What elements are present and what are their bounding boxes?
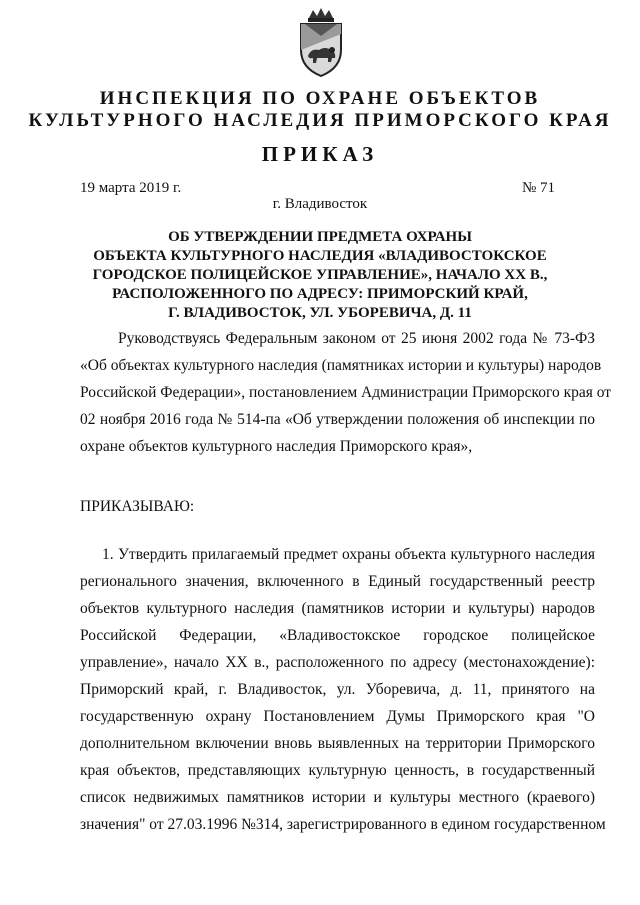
paragraph-line: Приморский край, г. Владивосток, ул. Уборевича, д. 11, принятого на <box>80 681 595 698</box>
item-1-paragraph <box>80 541 606 838</box>
subject-line: ГОРОДСКОЕ ПОЛИЦЕЙСКОЕ УПРАВЛЕНИЕ», НАЧАЛО XX В., <box>92 267 548 283</box>
document-city: г. Владивосток <box>272 196 368 212</box>
coat-of-arms-emblem <box>295 6 347 78</box>
paragraph-line: 1. Утвердить прилагаемый предмет охраны объекта культурного наследия <box>102 546 595 563</box>
paragraph-line: список недвижимых памятников истории и культуры местного (краевого) <box>80 789 595 806</box>
organization-name-line1: ИНСПЕКЦИЯ ПО ОХРАНЕ ОБЪЕКТОВ <box>99 88 541 109</box>
paragraph-line: 02 ноября 2016 года № 514-па «Об утверждении положения об инспекции по <box>80 411 595 428</box>
document-number: № 71 <box>521 180 555 196</box>
organization-name-line2: КУЛЬТУРНОГО НАСЛЕДИЯ ПРИМОРСКОГО КРАЯ <box>28 110 612 131</box>
paragraph-line: управление», начало XX в., расположенного по адресу (местонахождение): <box>80 654 595 671</box>
paragraph-line: Руководствуясь Федеральным законом от 25 июня 2002 года № 73-ФЗ <box>118 330 595 347</box>
subject-line: ОБЪЕКТА КУЛЬТУРНОГО НАСЛЕДИЯ «ВЛАДИВОСТОКСКОЕ <box>93 248 547 264</box>
document-date: 19 марта 2019 г. <box>80 180 182 196</box>
subject-line: ОБ УТВЕРЖДЕНИИ ПРЕДМЕТА ОХРАНЫ <box>168 229 472 245</box>
paragraph-line: Российской Федерации», постановлением Администрации Приморского края от <box>80 384 612 401</box>
preamble-paragraph <box>80 325 612 460</box>
paragraph-line: «Об объектах культурного наследия (памятниках истории и культуры) народов <box>80 357 602 374</box>
paragraph-line: значения" от 27.03.1996 №314, зарегистрированного в едином государственном <box>80 816 606 833</box>
paragraph-line: охране объектов культурного наследия Приморского края», <box>80 438 473 455</box>
document-title: ПРИКАЗ <box>261 142 379 166</box>
paragraph-line: Российской Федерации, «Владивостокское городское полицейское <box>80 627 595 644</box>
paragraph-line: государственную охрану Постановлением Думы Приморского края "О <box>80 708 595 725</box>
paragraph-line: регионального значения, включенного в Единый государственный реестр <box>80 573 595 590</box>
paragraph-line: дополнительном включении вновь выявленных на территории Приморского <box>80 735 595 752</box>
order-directive: ПРИКАЗЫВАЮ: <box>80 498 195 515</box>
subject-line: РАСПОЛОЖЕННОГО ПО АДРЕСУ: ПРИМОРСКИЙ КРАЙ, <box>112 286 528 302</box>
paragraph-line: края объектов, представляющих культурную ценность, в государственный <box>80 762 595 779</box>
subject-heading <box>0 228 640 323</box>
subject-line: Г. ВЛАДИВОСТОК, УЛ. УБОРЕВИЧА, Д. 11 <box>168 305 472 321</box>
paragraph-line: объектов культурного наследия (памятников истории и культуры) народов <box>80 600 595 617</box>
